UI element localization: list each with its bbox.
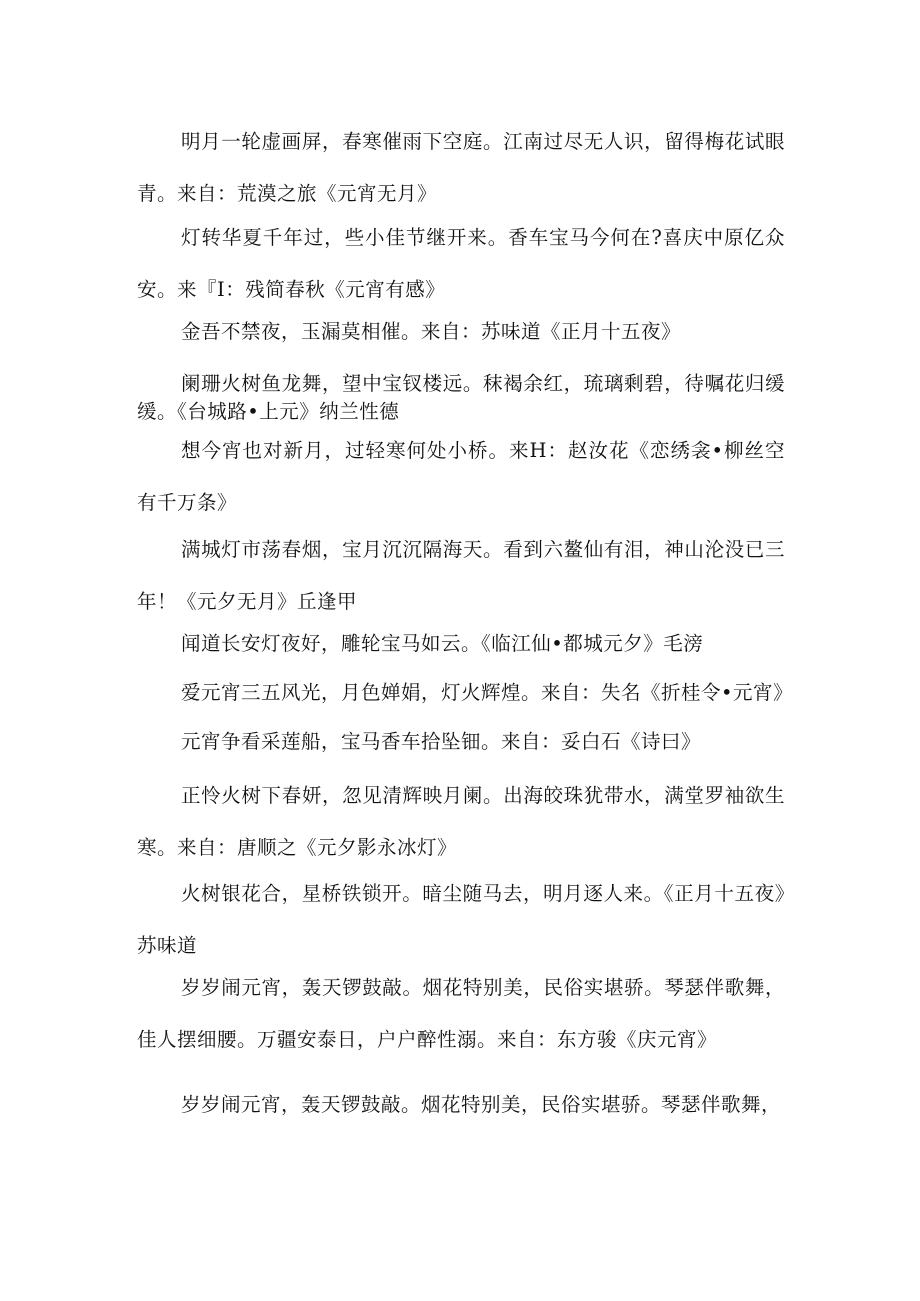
paragraph-2: 灯转华夏千年过，些小佳节继开来。香车宝马今何在?喜庆中原亿众安。来『I：残简春秋《元宵有感》: [137, 226, 785, 301]
paragraph-13: 岁岁闹元宵，轰天锣鼓敲。烟花特别美，民俗实堪骄。琴瑟伴歌舞，: [181, 1093, 782, 1116]
paragraph-7: 闻道长安灯夜好，雕轮宝马如云。《临江仙•都城元夕》毛滂: [181, 632, 704, 655]
paragraph-4: 阑珊火树鱼龙舞，望中宝钗楼远。秣褐余红，琉璃剩碧，待嘱花归缓缓。《台城路•上元》纳兰性德: [137, 372, 785, 423]
paragraph-6: 满城灯市荡春烟，宝月沉沉隔海天。看到六鳌仙有泪，神山沦没已三年！《元夕无月》丘逢甲: [137, 538, 785, 613]
paragraph-11: 火树银花合，星桥铁锁开。暗尘随马去，明月逐人来。《正月十五夜》苏味道: [137, 882, 785, 957]
paragraph-5: 想今宵也对新月，过轻寒何处小桥。来H：赵汝花《恋绣衾•柳丝空有千万条》: [137, 439, 785, 514]
paragraph-9: 元宵争看采莲船，宝马香车拾坠钿。来自：妥白石《诗曰》: [181, 730, 702, 753]
paragraph-8: 爱元宵三五风光，月色婵娟，灯火辉煌。来自：失名《折桂令•元宵》: [181, 681, 794, 704]
paragraph-12: 岁岁闹元宵，轰天锣鼓敲。烟花特别美，民俗实堪骄。琴瑟伴歌舞，佳人摆细腰。万疆安泰日，户户醉性溺。来自：东方骏《庆元宵》: [137, 976, 785, 1051]
paragraph-1: 明月一轮虚画屏，春寒催雨下空庭。江南过尽无人识，留得梅花试眼青。来自：荒漠之旅《元宵无月》: [137, 130, 785, 205]
paragraph-10: 正怜火树下春妍，忽见清辉映月阑。出海皎珠犹带水，满堂罗袖欲生寒。来自：唐顺之《元夕影永冰灯》: [137, 784, 785, 859]
paragraph-3: 金吾不禁夜，玉漏莫相催。来自：苏味道《正月十五夜》: [181, 320, 682, 343]
